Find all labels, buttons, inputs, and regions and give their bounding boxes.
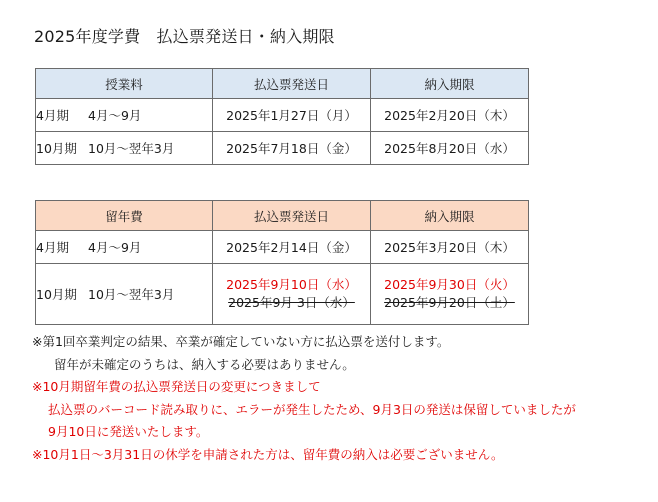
note-change-heading: ※10月期留年費の払込票発送日の変更につきまして [32, 379, 321, 394]
send-date-new: 2025年9月10日（水） [226, 277, 357, 292]
send-date-cell: 2025年7月18日（金） [213, 132, 371, 165]
note-graduation: ※第1回卒業判定の結果、卒業が確定していない方に払込票を送付します。 [32, 334, 450, 349]
due-date-cell: 2025年8月20日（水） [371, 132, 529, 165]
note-change-detail-2: 9月10日に発送いたします。 [48, 424, 209, 439]
send-date-cell: 2025年1月27日（月） [213, 99, 371, 132]
tuition-table [35, 68, 529, 165]
page-title: 2025年度学費 払込票発送日・納入期限 [34, 27, 335, 46]
period-label: 10月〜翌年3月 [88, 287, 175, 302]
send-date-cell [213, 264, 371, 325]
due-date-cell: 2025年2月20日（木） [371, 99, 529, 132]
term-label: 4月期 [36, 240, 69, 255]
send-date-cell: 2025年2月14日（金） [213, 231, 371, 264]
header-send-date: 払込票発送日 [213, 201, 371, 231]
send-date-old: 2025年9月 3日（水） [228, 295, 355, 310]
header-due-date: 納入期限 [371, 201, 529, 231]
note-graduation-detail: 留年が未確定のうちは、納入する必要はありません。 [54, 356, 355, 372]
repeat-fee-table [35, 200, 529, 325]
header-send-date: 払込票発送日 [213, 69, 371, 99]
table-row [36, 231, 529, 264]
table-header-row [36, 201, 529, 231]
period-label: 4月〜9月 [88, 240, 142, 255]
header-repeat-fee: 留年費 [36, 201, 213, 231]
notes [32, 331, 576, 466]
due-date-cell [371, 264, 529, 325]
period-label: 10月〜翌年3月 [88, 141, 175, 156]
note-change-detail: 払込票のバーコード読み取りに、エラーが発生したため、9月3日の発送は保留していましたが [48, 401, 576, 417]
term-cell [36, 231, 213, 264]
term-cell [36, 132, 213, 165]
header-tuition: 授業料 [36, 69, 213, 99]
term-label: 10月期 [36, 287, 77, 302]
term-cell [36, 264, 213, 325]
term-label: 4月期 [36, 108, 69, 123]
note-leave-of-absence: ※10月1日〜3月31日の休学を申請された方は、留年費の納入は必要ございません。 [32, 446, 504, 462]
term-label: 10月期 [36, 141, 77, 156]
header-due-date: 納入期限 [371, 69, 529, 99]
term-cell [36, 99, 213, 132]
table-row [36, 99, 529, 132]
table-header-row [36, 69, 529, 99]
period-label: 4月〜9月 [88, 108, 142, 123]
due-date-cell: 2025年3月20日（木） [371, 231, 529, 264]
due-date-new: 2025年9月30日（火） [384, 277, 515, 292]
table-row [36, 264, 529, 325]
due-date-old: 2025年9月20日（土） [384, 295, 515, 310]
table-row [36, 132, 529, 165]
